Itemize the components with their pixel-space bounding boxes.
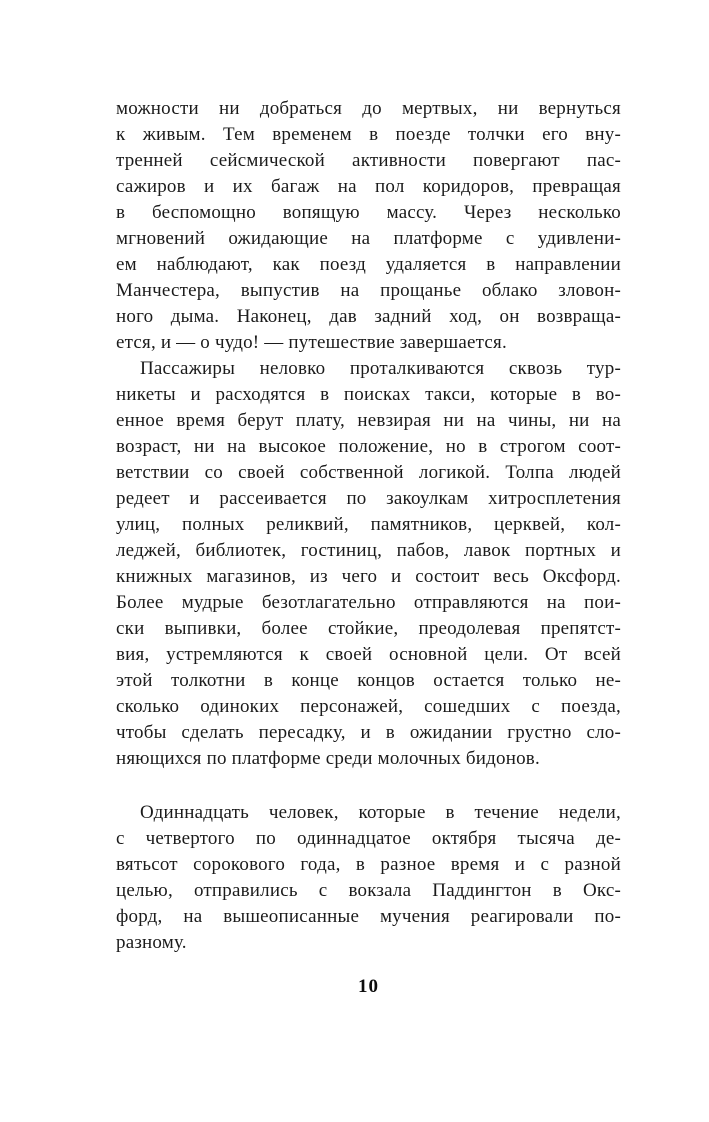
text-line: леджей, библиотек, гостиниц, пабов, лавок портных и bbox=[116, 540, 621, 561]
text-line: ется, и — о чудо! — путешествие завершается. bbox=[116, 332, 507, 353]
paragraph-2 bbox=[116, 356, 621, 772]
text-line: возраст, ни на высокое положение, но в строгом соот- bbox=[116, 436, 621, 457]
text-line: редеет и рассеивается по закоулкам хитросплетения bbox=[116, 488, 621, 509]
text-line: ного дыма. Наконец, дав задний ход, он возвраща- bbox=[116, 306, 621, 327]
text-line: Пассажиры неловко проталкиваются сквозь тур- bbox=[140, 358, 621, 379]
text-line: няющихся по платформе среди молочных бидонов. bbox=[116, 748, 540, 769]
paragraph-3 bbox=[116, 800, 621, 956]
text-line: можности ни добраться до мертвых, ни вернуться bbox=[116, 98, 621, 119]
text-line: разному. bbox=[116, 932, 187, 953]
paragraph-1 bbox=[116, 96, 621, 356]
text-line: ем наблюдают, как поезд удаляется в направлении bbox=[116, 254, 621, 275]
text-line: сажиров и их багаж на пол коридоров, превращая bbox=[116, 176, 621, 197]
text-line: улиц, полных реликвий, памятников, церквей, кол- bbox=[116, 514, 621, 535]
text-line: Манчестера, выпустив на прощанье облако зловон- bbox=[116, 280, 621, 301]
text-line: чтобы сделать пересадку, и в ожидании грустно сло- bbox=[116, 722, 621, 743]
text-line: к живым. Тем временем в поезде толчки его вну- bbox=[116, 124, 621, 145]
text-line: форд, на вышеописанные мучения реагировали по- bbox=[116, 906, 621, 927]
text-block bbox=[116, 96, 621, 956]
text-line: в беспомощно вопящую массу. Через несколько bbox=[116, 202, 621, 223]
text-line: тренней сейсмической активности повергают пас- bbox=[116, 150, 621, 171]
text-line: с четвертого по одиннадцатое октября тысяча де- bbox=[116, 828, 621, 849]
text-line: енное время берут плату, невзирая ни на чины, ни на bbox=[116, 410, 621, 431]
text-line: ски выпивки, более стойкие, преодолевая препятст- bbox=[116, 618, 621, 639]
text-line: никеты и расходятся в поисках такси, которые в во- bbox=[116, 384, 621, 405]
text-line: ветствии со своей собственной логикой. Толпа людей bbox=[116, 462, 621, 483]
text-line: Одиннадцать человек, которые в течение недели, bbox=[140, 802, 621, 823]
text-line: мгновений ожидающие на платформе с удивлени- bbox=[116, 228, 621, 249]
text-line: Более мудрые безотлагательно отправляются на пои- bbox=[116, 592, 621, 613]
text-line: сколько одиноких персонажей, сошедших с поезда, bbox=[116, 696, 621, 717]
page-number: 10 bbox=[358, 976, 379, 997]
text-line: вятьсот сорокового года, в разное время и с разной bbox=[116, 854, 621, 875]
text-line: целью, отправились с вокзала Паддингтон в Окс- bbox=[116, 880, 621, 901]
text-line: книжных магазинов, из чего и состоит весь Оксфорд. bbox=[116, 566, 621, 587]
text-line: этой толкотни в конце концов остается только не- bbox=[116, 670, 621, 691]
text-line: вия, устремляются к своей основной цели. От всей bbox=[116, 644, 621, 665]
